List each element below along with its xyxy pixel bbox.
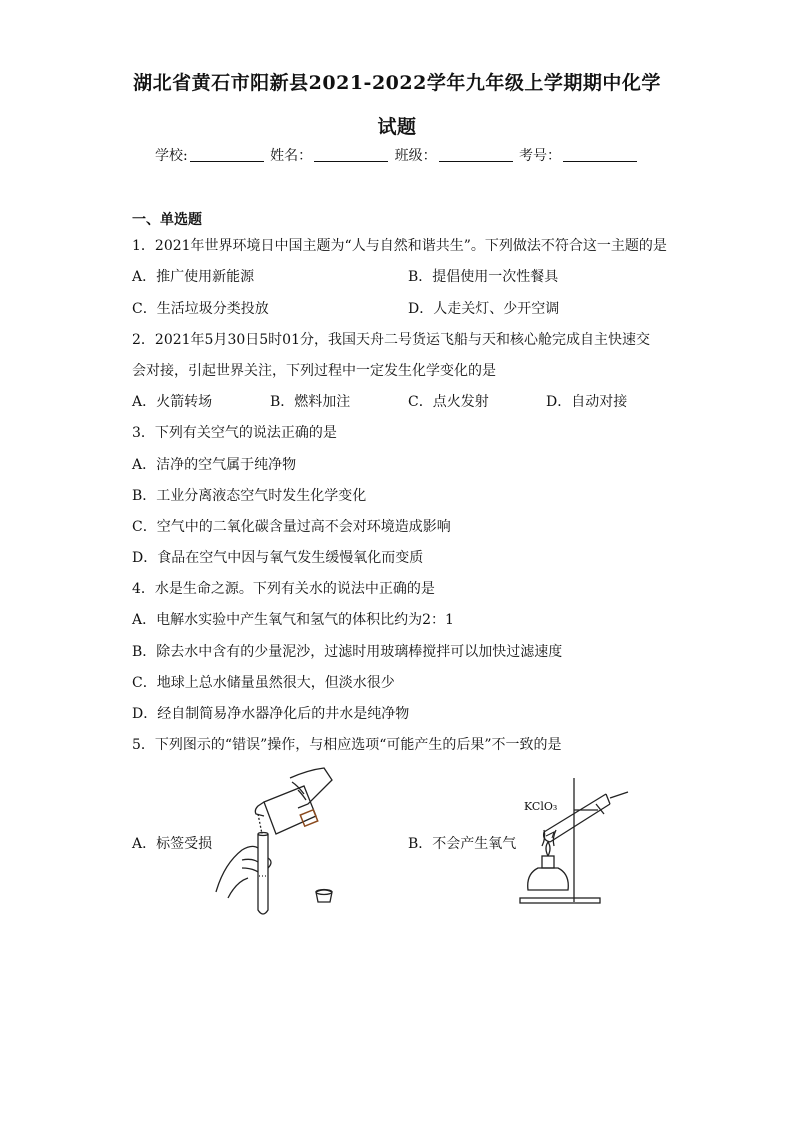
exam-title-line-2: 试题: [377, 116, 417, 138]
question-1-option-a: A．推广使用新能源: [132, 269, 255, 285]
class-field: [395, 145, 515, 165]
question-4-option-c: C．地球上总水储量虽然很大，但淡水很少: [132, 675, 395, 691]
name-label: 姓名：: [270, 148, 313, 164]
exam-title-line-1: 湖北省黄石市阳新县2021-2022学年九年级上学期期中化学: [133, 72, 661, 94]
question-4-option-d: D．经自制简易净水器净化后的井水是纯净物: [132, 706, 410, 722]
exam-number-field: [519, 145, 639, 165]
question-1-option-b: B．提倡使用一次性餐具: [408, 269, 559, 285]
question-1-option-d: D．人走关灯、少开空调: [408, 301, 560, 317]
class-blank[interactable]: [439, 147, 513, 162]
question-5-option-b: B．不会产生氧气: [408, 836, 517, 852]
section-title: 一、单选题: [132, 212, 202, 228]
name-blank[interactable]: [314, 147, 388, 162]
question-2-stem-line-2: 会对接，引起世界关注，下列过程中一定发生化学变化的是: [132, 363, 496, 379]
school-label: 学校:: [154, 148, 188, 164]
question-1-stem: 1．2021年世界环境日中国主题为“人与自然和谐共生”。下列做法不符合这一主题的是: [132, 238, 667, 254]
question-2-option-b: B．燃料加注: [270, 394, 351, 410]
question-4-stem: 4．水是生命之源。下列有关水的说法中正确的是: [132, 581, 435, 597]
question-1-option-c: C．生活垃圾分类投放: [132, 301, 269, 317]
question-2-option-c: C．点火发射: [408, 394, 489, 410]
question-2-option-a: A．火箭转场: [132, 394, 213, 410]
question-3-option-b: B．工业分离液态空气时发生化学变化: [132, 488, 367, 504]
question-3-option-d: D．食品在空气中因与氧气发生缓慢氧化而变质: [132, 550, 424, 566]
student-info-row: [0, 145, 794, 165]
exam-number-blank[interactable]: [563, 147, 637, 162]
question-4-option-b: B．除去水中含有的少量泥沙，过滤时用玻璃棒搅拌可以加快过滤速度: [132, 644, 563, 660]
question-3-option-c: C．空气中的二氧化碳含量过高不会对环境造成影响: [132, 519, 451, 535]
kclo3-label: KClO₃: [524, 800, 558, 813]
question-3-option-a: A．洁净的空气属于纯净物: [132, 457, 297, 473]
class-label: 班级：: [394, 148, 437, 164]
question-4-option-a: A．电解水实验中产生氧气和氢气的体积比约为2：1: [132, 612, 454, 628]
name-field: [270, 145, 390, 165]
pouring-liquid-figure: [208, 764, 344, 922]
heating-kclo3-figure: [514, 770, 634, 910]
question-5-stem: 5．下列图示的“错误”操作，与相应选项“可能产生的后果”不一致的是: [132, 737, 562, 753]
school-field: [155, 145, 266, 165]
exam-number-label: 考号：: [519, 148, 562, 164]
question-2-option-d: D．自动对接: [546, 394, 628, 410]
school-blank[interactable]: [190, 147, 264, 162]
question-3-stem: 3．下列有关空气的说法正确的是: [132, 425, 337, 441]
question-2-stem-line-1: 2．2021年5月30日5时01分，我国天舟二号货运飞船与天和核心舱完成自主快速交: [132, 332, 650, 348]
question-5-option-a: A．标签受损: [132, 836, 213, 852]
